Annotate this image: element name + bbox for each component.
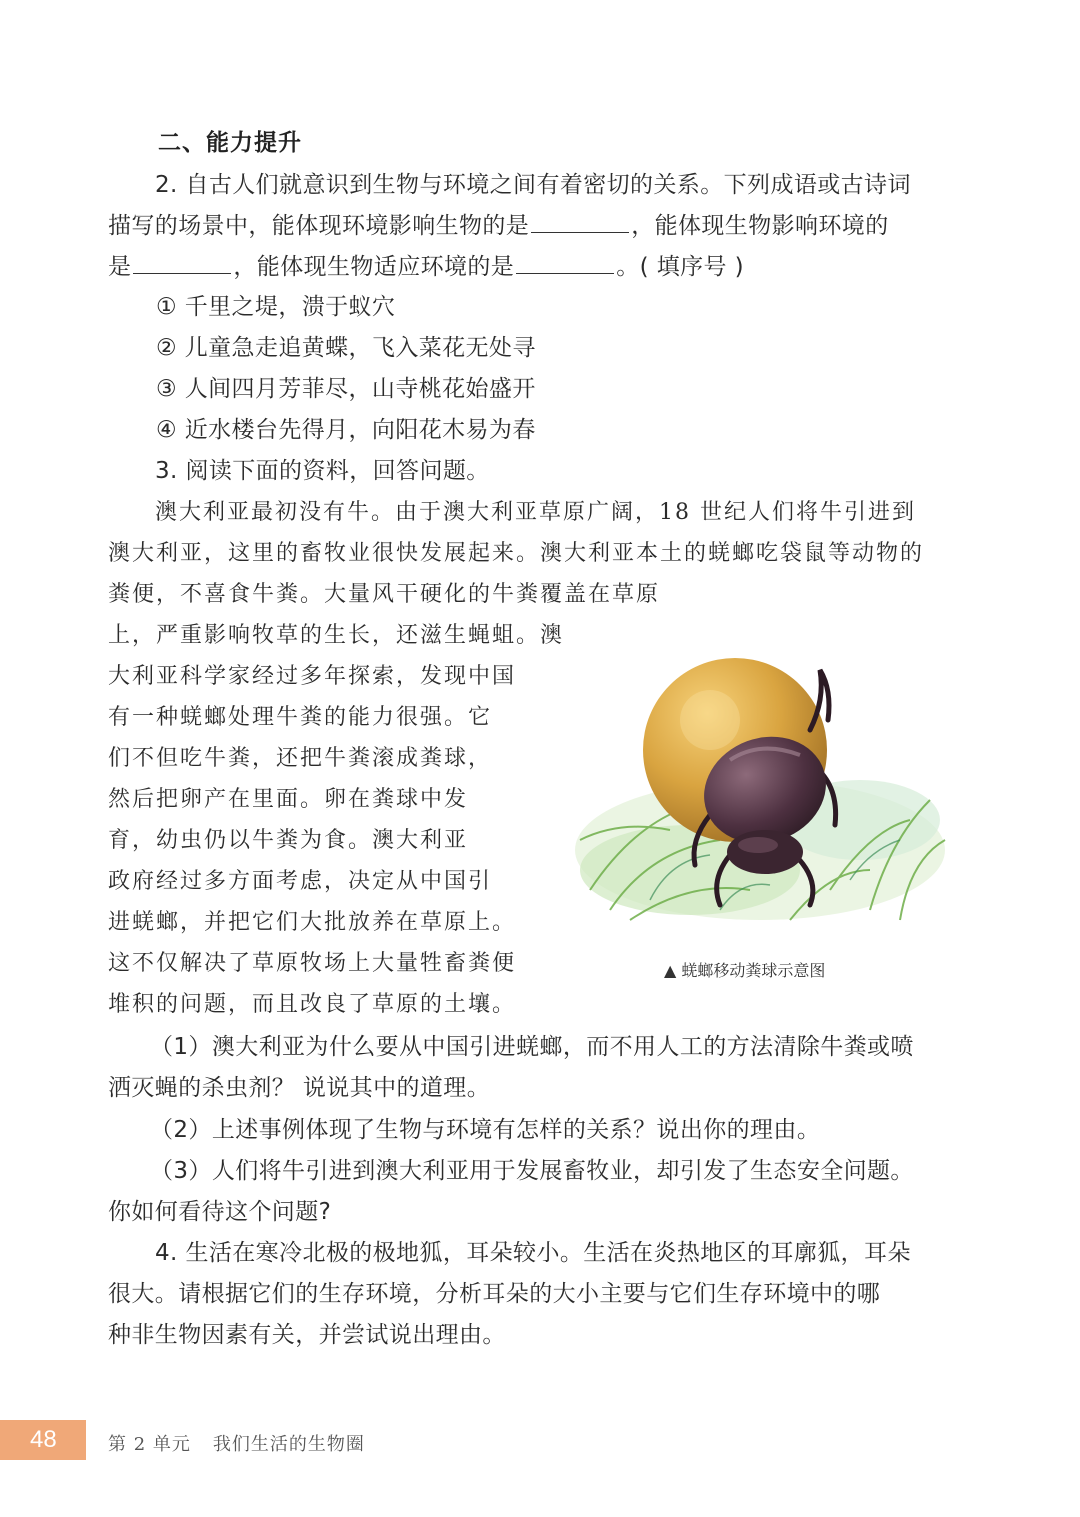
q4-line2: 很大。请根据它们的生存环境，分析耳朵的大小主要与它们生存环境中的哪 xyxy=(108,1281,881,1307)
q2-line2 xyxy=(108,210,889,241)
dung-beetle-illustration xyxy=(570,640,950,930)
page-number: 48 xyxy=(30,1426,57,1453)
passage-line: 澳大利亚，这里的畜牧业很快发展起来。澳大利亚本土的蜣螂吃袋鼠等动物的 xyxy=(108,541,925,566)
option-item: ② 儿童急走追黄蝶，飞入菜花无处寻 xyxy=(156,335,536,361)
passage-line: 们不但吃牛粪，还把牛粪滚成粪球， xyxy=(108,746,493,771)
unit-label: 第 2 单元 xyxy=(108,1434,191,1455)
sub-question-3-line1: （3）人们将牛引进到澳大利亚用于发展畜牧业，却引发了生态安全问题。 xyxy=(150,1158,914,1184)
answer-blank-3[interactable] xyxy=(516,251,614,274)
passage-line: 政府经过多方面考虑，决定从中国引 xyxy=(108,869,493,894)
passage-line: 这不仅解决了草原牧场上大量牲畜粪便 xyxy=(108,951,517,976)
sub-question-1-line1: （1）澳大利亚为什么要从中国引进蜣螂，而不用人工的方法清除牛粪或喷 xyxy=(150,1034,914,1060)
q4-line1: 4. 生活在寒冷北极的极地狐，耳朵较小。生活在炎热地区的耳廓狐，耳朵 xyxy=(155,1240,911,1266)
q2-line3-text-c: 。( 填序号 ) xyxy=(616,254,744,280)
sub-question-3-line2: 你如何看待这个问题? xyxy=(108,1199,332,1225)
unit-title: 我们生活的生物圈 xyxy=(212,1434,365,1455)
passage-line: 然后把卵产在里面。卵在粪球中发 xyxy=(108,787,469,812)
passage-line: 进蜣螂，并把它们大批放养在草原上。 xyxy=(108,910,517,935)
option-item: ③ 人间四月芳菲尽，山寺桃花始盛开 xyxy=(156,376,536,402)
section-title: 二、能力提升 xyxy=(158,130,302,156)
passage-line: 粪便，不喜食牛粪。大量风干硬化的牛粪覆盖在草原 xyxy=(108,582,661,607)
option-item: ④ 近水楼台先得月，向阳花木易为春 xyxy=(156,417,536,443)
passage-line: 堆积的问题，而且改良了草原的土壤。 xyxy=(108,992,517,1017)
passage-line: 有一种蜣螂处理牛粪的能力很强。它 xyxy=(108,705,493,730)
q2-line1: 2. 自古人们就意识到生物与环境之间有着密切的关系。下列成语或古诗词 xyxy=(155,172,911,198)
q2-line3-text-b: ，能体现生物适应环境的是 xyxy=(233,254,515,280)
sub-question-1-line2: 洒灭蝇的杀虫剂？ 说说其中的道理。 xyxy=(108,1075,491,1101)
q2-line3-text-a: 是 xyxy=(108,254,132,280)
footer-unit xyxy=(108,1430,365,1456)
q2-line2-text-a: 描写的场景中，能体现环境影响生物的是 xyxy=(108,213,530,239)
sub-question-2: （2）上述事例体现了生物与环境有怎样的关系？说出你的理由。 xyxy=(150,1117,821,1143)
q2-line2-text-b: ，能体现生物影响环境的 xyxy=(631,213,889,239)
passage-line: 大利亚科学家经过多年探索，发现中国 xyxy=(108,664,517,689)
q3-intro: 3. 阅读下面的资料，回答问题。 xyxy=(155,458,490,484)
answer-blank-1[interactable] xyxy=(531,210,629,233)
passage-line: 育，幼虫仍以牛粪为食。澳大利亚 xyxy=(108,828,469,853)
figure-caption: ▲ 蜣螂移动粪球示意图 xyxy=(664,961,826,980)
passage-line: 澳大利亚最初没有牛。由于澳大利亚草原广阔，18 世纪人们将牛引进到 xyxy=(155,500,916,525)
passage-line: 上，严重影响牧草的生长，还滋生蝇蛆。澳 xyxy=(108,623,565,648)
q4-line3: 种非生物因素有关，并尝试说出理由。 xyxy=(108,1322,506,1348)
answer-blank-2[interactable] xyxy=(133,251,231,274)
option-item: ① 千里之堤，溃于蚁穴 xyxy=(156,294,396,320)
q2-line3 xyxy=(108,251,744,282)
